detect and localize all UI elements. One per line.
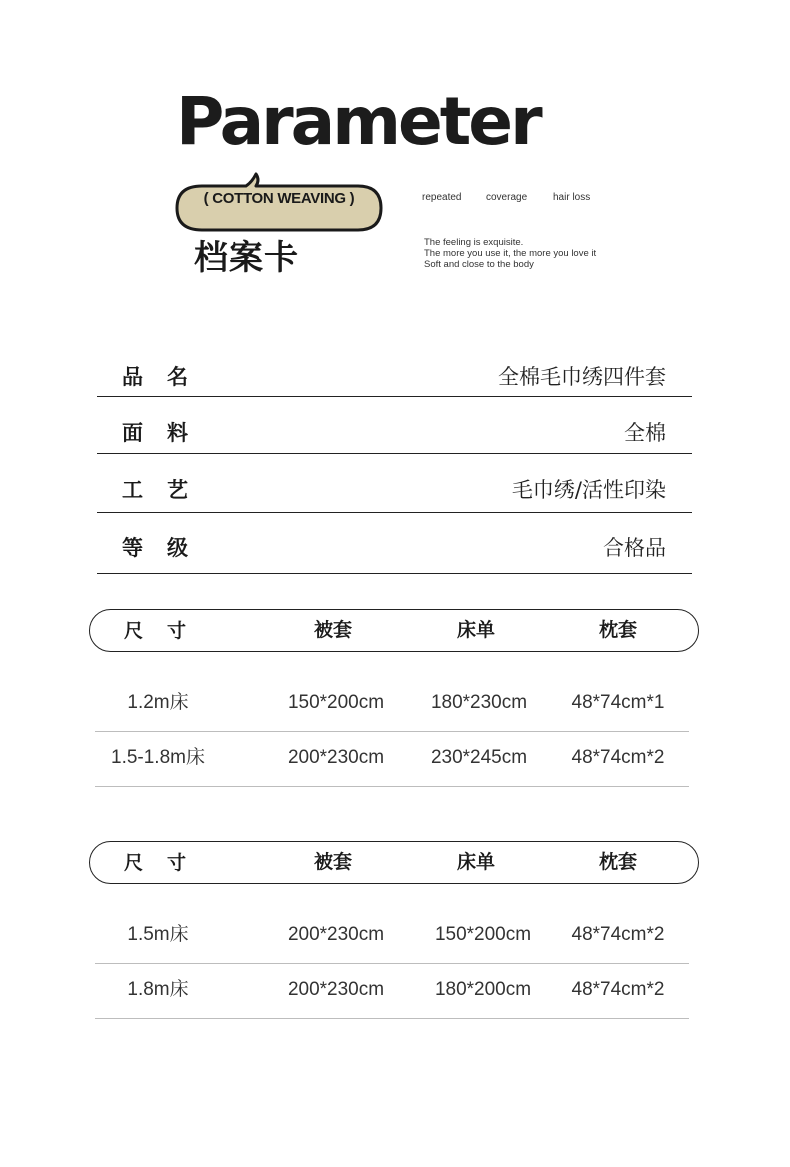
pillow-column-header: 枕套: [598, 619, 637, 641]
product-name-label: 品 名: [122, 365, 188, 389]
size-cell: 1.2m床: [127, 692, 189, 713]
cotton-weaving-badge: [172, 172, 386, 236]
size-column-header: 尺 寸: [124, 852, 187, 874]
sheet-cell: 230*245cm: [430, 747, 528, 768]
tagline-3: Soft and close to the body: [424, 259, 534, 270]
size-cell: 1.5-1.8m床: [111, 747, 205, 768]
pillow-cell: 48*74cm*2: [571, 747, 665, 768]
tagline-1: The feeling is exquisite.: [424, 237, 524, 248]
pillow-cell: 48*74cm*2: [571, 924, 665, 945]
tag-hair-loss: hair loss: [553, 192, 591, 203]
duvet-column-header: 被套: [313, 619, 352, 641]
sheet-column-header: 床单: [456, 619, 495, 641]
sheet-cell: 150*200cm: [434, 924, 532, 945]
grade-value: 合格品: [603, 536, 666, 560]
tagline-2: The more you use it, the more you love it: [424, 248, 597, 259]
divider: [97, 512, 692, 513]
product-name-value: 全棉毛巾绣四件套: [498, 365, 666, 389]
row-divider: [95, 963, 689, 964]
duvet-column-header: 被套: [313, 851, 352, 873]
row-divider: [95, 731, 689, 732]
size-cell: 1.8m床: [127, 979, 189, 1000]
pillow-column-header: 枕套: [598, 851, 637, 873]
size-cell: 1.5m床: [127, 924, 189, 945]
duvet-cell: 150*200cm: [287, 692, 385, 713]
divider: [97, 396, 692, 397]
tag-coverage: coverage: [486, 192, 528, 203]
craft-value: 毛巾绣/活性印染: [511, 478, 666, 502]
page-title: Parameter: [176, 83, 540, 160]
fabric-label: 面 料: [122, 421, 188, 445]
pillow-cell: 48*74cm*1: [571, 692, 665, 713]
row-divider: [95, 786, 689, 787]
tag-repeated: repeated: [422, 192, 462, 203]
craft-label: 工 艺: [122, 478, 188, 502]
grade-label: 等 级: [122, 536, 188, 560]
fabric-value: 全棉: [624, 421, 666, 445]
sheet-cell: 180*230cm: [430, 692, 528, 713]
duvet-cell: 200*230cm: [287, 924, 385, 945]
archive-card-heading: 档案卡: [194, 238, 299, 278]
pillow-cell: 48*74cm*2: [571, 979, 665, 1000]
duvet-cell: 200*230cm: [287, 747, 385, 768]
duvet-cell: 200*230cm: [287, 979, 385, 1000]
divider: [97, 453, 692, 454]
sheet-cell: 180*200cm: [434, 979, 532, 1000]
sheet-column-header: 床单: [456, 851, 495, 873]
row-divider: [95, 1018, 689, 1019]
divider: [97, 573, 692, 574]
size-column-header: 尺 寸: [124, 620, 187, 642]
badge-label: ( COTTON WEAVING ): [203, 190, 355, 207]
